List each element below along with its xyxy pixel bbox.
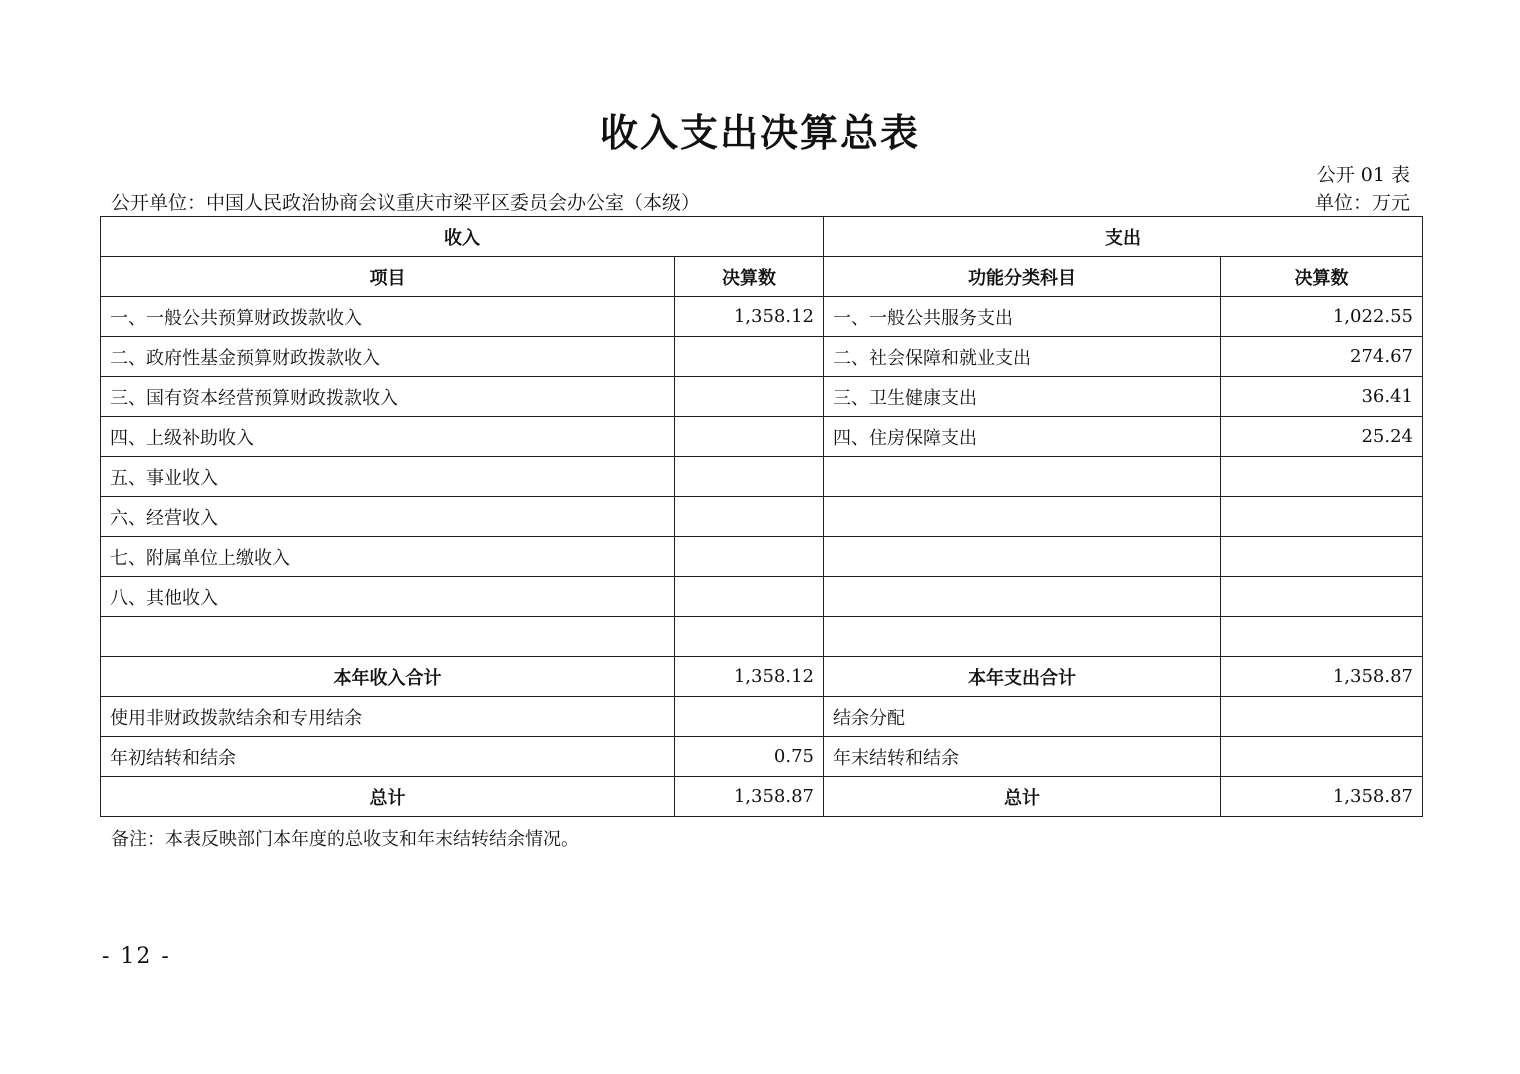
income-item-value	[675, 377, 824, 417]
unit-label: 单位：万元	[1314, 192, 1410, 214]
income-item-value	[675, 337, 824, 377]
year-total-row	[101, 657, 1423, 697]
income-expense-table	[100, 216, 1423, 817]
table-row	[101, 497, 1423, 537]
year-income-total-label: 本年收入合计	[101, 657, 675, 697]
column-header-row	[101, 257, 1423, 297]
income-item-value	[675, 537, 824, 577]
table-row	[101, 457, 1423, 497]
income-item-label: 使用非财政拨款结余和专用结余	[101, 697, 675, 737]
table-number: 公开 01 表	[1316, 164, 1410, 186]
column-header-function-category: 功能分类科目	[824, 257, 1221, 297]
income-section-header: 收入	[101, 217, 824, 257]
expense-item-value: 36.41	[1221, 377, 1423, 417]
page-title: 收入支出决算总表	[599, 111, 920, 155]
table-row	[101, 617, 1423, 657]
expense-item-value: 1,022.55	[1221, 297, 1423, 337]
table-row	[101, 537, 1423, 577]
income-item-label: 一、一般公共预算财政拨款收入	[101, 297, 675, 337]
grand-total-row	[101, 777, 1423, 817]
table-row	[101, 577, 1423, 617]
expense-item-label	[824, 577, 1221, 617]
expense-item-label	[824, 617, 1221, 657]
expense-item-value	[1221, 617, 1423, 657]
expense-item-value	[1221, 577, 1423, 617]
footnote: 备注：本表反映部门本年度的总收支和年末结转结余情况。	[111, 829, 579, 850]
income-item-value	[675, 457, 824, 497]
table-row	[101, 337, 1423, 377]
page-number: - 12 -	[102, 944, 171, 969]
expense-section-header: 支出	[824, 217, 1423, 257]
grand-total-income-value: 1,358.87	[675, 777, 824, 817]
column-header-income-amount: 决算数	[675, 257, 824, 297]
expense-item-value	[1221, 457, 1423, 497]
expense-item-value	[1221, 537, 1423, 577]
income-item-value	[675, 417, 824, 457]
expense-item-value: 274.67	[1221, 337, 1423, 377]
column-header-expense-amount: 决算数	[1221, 257, 1423, 297]
expense-item-label	[824, 537, 1221, 577]
expense-item-label	[824, 497, 1221, 537]
expense-item-label: 年末结转和结余	[824, 737, 1221, 777]
year-income-total-value: 1,358.12	[675, 657, 824, 697]
expense-item-label: 三、卫生健康支出	[824, 377, 1221, 417]
table-row	[101, 737, 1423, 777]
table-row	[101, 697, 1423, 737]
expense-item-value	[1221, 697, 1423, 737]
grand-total-income-label: 总计	[101, 777, 675, 817]
expense-item-label: 一、一般公共服务支出	[824, 297, 1221, 337]
income-item-value	[675, 697, 824, 737]
table-row	[101, 417, 1423, 457]
income-item-label: 年初结转和结余	[101, 737, 675, 777]
income-item-label: 三、国有资本经营预算财政拨款收入	[101, 377, 675, 417]
section-header-row	[101, 217, 1423, 257]
grand-total-expense-value: 1,358.87	[1221, 777, 1423, 817]
expense-item-label: 结余分配	[824, 697, 1221, 737]
table-row	[101, 377, 1423, 417]
income-item-label: 七、附属单位上缴收入	[101, 537, 675, 577]
expense-item-label	[824, 457, 1221, 497]
income-item-value	[675, 617, 824, 657]
organization-label: 公开单位：中国人民政治协商会议重庆市梁平区委员会办公室（本级）	[111, 192, 701, 214]
income-item-label	[101, 617, 675, 657]
year-expense-total-label: 本年支出合计	[824, 657, 1221, 697]
year-expense-total-value: 1,358.87	[1221, 657, 1423, 697]
income-item-label: 四、上级补助收入	[101, 417, 675, 457]
income-item-value: 1,358.12	[675, 297, 824, 337]
income-item-value	[675, 497, 824, 537]
income-item-label: 八、其他收入	[101, 577, 675, 617]
expense-item-value: 25.24	[1221, 417, 1423, 457]
grand-total-expense-label: 总计	[824, 777, 1221, 817]
income-item-value	[675, 577, 824, 617]
expense-item-value	[1221, 497, 1423, 537]
expense-item-label: 四、住房保障支出	[824, 417, 1221, 457]
income-item-value: 0.75	[675, 737, 824, 777]
table-row	[101, 297, 1423, 337]
expense-item-value	[1221, 737, 1423, 777]
income-item-label: 二、政府性基金预算财政拨款收入	[101, 337, 675, 377]
income-item-label: 六、经营收入	[101, 497, 675, 537]
column-header-item: 项目	[101, 257, 675, 297]
expense-item-label: 二、社会保障和就业支出	[824, 337, 1221, 377]
income-item-label: 五、事业收入	[101, 457, 675, 497]
